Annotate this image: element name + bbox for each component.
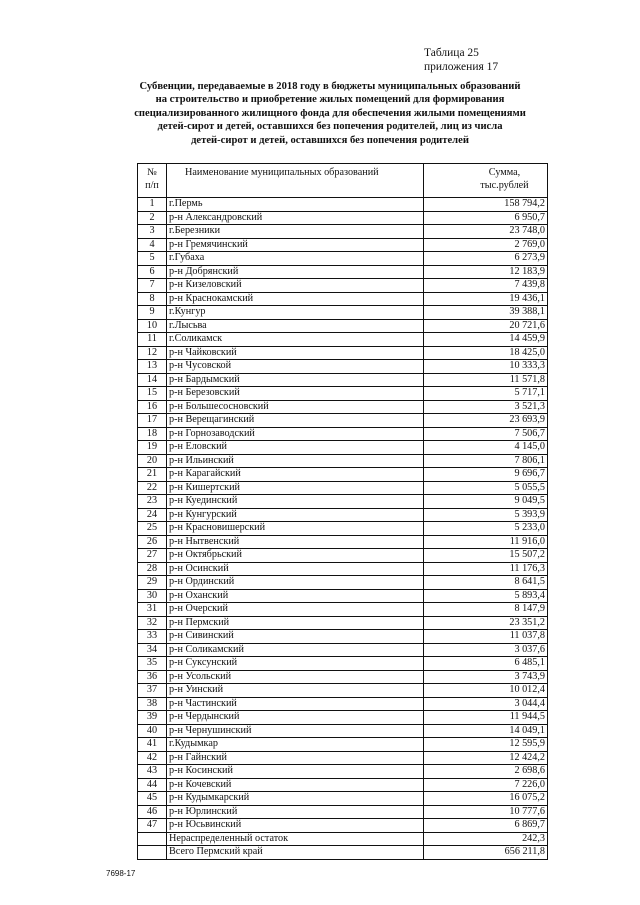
document-title bbox=[110, 80, 550, 147]
municipality-name: г.Лысьва bbox=[167, 319, 424, 333]
row-number: 41 bbox=[138, 738, 167, 752]
municipality-name: р-н Оханский bbox=[167, 589, 424, 603]
table-row bbox=[138, 711, 548, 725]
table-reference bbox=[424, 46, 498, 74]
title-line: детей-сирот и детей, оставшихся без попечения родителей, лиц из числа bbox=[157, 121, 503, 133]
amount-value: 6 869,7 bbox=[424, 819, 548, 833]
row-number: 16 bbox=[138, 400, 167, 414]
municipality-name: р-н Чердынский bbox=[167, 711, 424, 725]
amount-value: 19 436,1 bbox=[424, 292, 548, 306]
amount-value: 15 507,2 bbox=[424, 549, 548, 563]
municipality-name: р-н Еловский bbox=[167, 441, 424, 455]
table-row bbox=[138, 738, 548, 752]
amount-value: 11 916,0 bbox=[424, 535, 548, 549]
table-row bbox=[138, 832, 548, 846]
row-number: 38 bbox=[138, 697, 167, 711]
municipality-name: р-н Краснокамский bbox=[167, 292, 424, 306]
table-row bbox=[138, 427, 548, 441]
amount-value: 3 037,6 bbox=[424, 643, 548, 657]
table-row bbox=[138, 279, 548, 293]
number-header-line2: п/п bbox=[145, 179, 159, 191]
row-number: 14 bbox=[138, 373, 167, 387]
amount-value: 4 145,0 bbox=[424, 441, 548, 455]
municipality-name: р-н Бардымский bbox=[167, 373, 424, 387]
municipality-name: р-н Частинский bbox=[167, 697, 424, 711]
amount-value: 5 717,1 bbox=[424, 387, 548, 401]
table-row bbox=[138, 576, 548, 590]
row-number: 7 bbox=[138, 279, 167, 293]
table-row bbox=[138, 549, 548, 563]
table-row bbox=[138, 454, 548, 468]
municipality-name: р-н Александровский bbox=[167, 211, 424, 225]
table-row bbox=[138, 657, 548, 671]
table-row bbox=[138, 292, 548, 306]
row-number: 27 bbox=[138, 549, 167, 563]
row-number: 42 bbox=[138, 751, 167, 765]
table-row bbox=[138, 630, 548, 644]
row-number: 6 bbox=[138, 265, 167, 279]
amount-value: 7 506,7 bbox=[424, 427, 548, 441]
row-number: 22 bbox=[138, 481, 167, 495]
municipality-name: г.Кудымкар bbox=[167, 738, 424, 752]
municipality-name: р-н Усольский bbox=[167, 670, 424, 684]
municipality-name: р-н Кунгурский bbox=[167, 508, 424, 522]
row-number: 10 bbox=[138, 319, 167, 333]
amount-value: 11 176,3 bbox=[424, 562, 548, 576]
municipality-name: р-н Кизеловский bbox=[167, 279, 424, 293]
table-row bbox=[138, 805, 548, 819]
amount-value: 6 485,1 bbox=[424, 657, 548, 671]
row-number: 32 bbox=[138, 616, 167, 630]
table-row bbox=[138, 319, 548, 333]
amount-value: 10 333,3 bbox=[424, 360, 548, 374]
table-row bbox=[138, 643, 548, 657]
row-number: 8 bbox=[138, 292, 167, 306]
table-row bbox=[138, 697, 548, 711]
municipality-name: г.Пермь bbox=[167, 198, 424, 212]
row-number: 37 bbox=[138, 684, 167, 698]
amount-value: 8 147,9 bbox=[424, 603, 548, 617]
title-line: специализированного жилищного фонда для обеспечения жилыми помещениями bbox=[134, 107, 526, 119]
amount-value: 9 696,7 bbox=[424, 468, 548, 482]
row-number: 17 bbox=[138, 414, 167, 428]
row-number: 5 bbox=[138, 252, 167, 266]
row-number: 11 bbox=[138, 333, 167, 347]
table-row bbox=[138, 603, 548, 617]
amount-value: 5 055,5 bbox=[424, 481, 548, 495]
row-number: 20 bbox=[138, 454, 167, 468]
table-row bbox=[138, 306, 548, 320]
municipality-name: р-н Чернушинский bbox=[167, 724, 424, 738]
municipality-name: р-н Добрянский bbox=[167, 265, 424, 279]
row-number: 26 bbox=[138, 535, 167, 549]
table-body bbox=[138, 198, 548, 860]
table-row bbox=[138, 522, 548, 536]
table-row bbox=[138, 765, 548, 779]
amount-value: 14 049,1 bbox=[424, 724, 548, 738]
municipality-name: г.Березники bbox=[167, 225, 424, 239]
row-number: 35 bbox=[138, 657, 167, 671]
municipality-name: р-н Карагайский bbox=[167, 468, 424, 482]
table-row bbox=[138, 535, 548, 549]
municipality-name: р-н Уинский bbox=[167, 684, 424, 698]
row-number: 44 bbox=[138, 778, 167, 792]
row-number bbox=[138, 846, 167, 860]
amount-value: 18 425,0 bbox=[424, 346, 548, 360]
row-number: 9 bbox=[138, 306, 167, 320]
table-row bbox=[138, 198, 548, 212]
table-row bbox=[138, 751, 548, 765]
table-row bbox=[138, 373, 548, 387]
municipality-name: р-н Гайнский bbox=[167, 751, 424, 765]
amount-value: 158 794,2 bbox=[424, 198, 548, 212]
amount-value: 14 459,9 bbox=[424, 333, 548, 347]
municipality-name: р-н Чайковский bbox=[167, 346, 424, 360]
subsidies-table bbox=[137, 163, 548, 860]
municipality-name: р-н Суксунский bbox=[167, 657, 424, 671]
row-number: 2 bbox=[138, 211, 167, 225]
row-number: 36 bbox=[138, 670, 167, 684]
municipality-name: г.Соликамск bbox=[167, 333, 424, 347]
row-number bbox=[138, 832, 167, 846]
municipality-name: Всего Пермский край bbox=[167, 846, 424, 860]
amount-value: 242,3 bbox=[424, 832, 548, 846]
municipality-name: р-н Кишертский bbox=[167, 481, 424, 495]
row-number: 23 bbox=[138, 495, 167, 509]
number-header-line1: № bbox=[147, 167, 157, 178]
amount-value: 9 049,5 bbox=[424, 495, 548, 509]
municipality-name: р-н Октябрьский bbox=[167, 549, 424, 563]
amount-value: 11 571,8 bbox=[424, 373, 548, 387]
table-row bbox=[138, 238, 548, 252]
column-header-sum bbox=[424, 164, 548, 198]
amount-value: 11 944,5 bbox=[424, 711, 548, 725]
amount-value: 12 424,2 bbox=[424, 751, 548, 765]
row-number: 19 bbox=[138, 441, 167, 455]
row-number: 4 bbox=[138, 238, 167, 252]
municipality-name: р-н Осинский bbox=[167, 562, 424, 576]
row-number: 46 bbox=[138, 805, 167, 819]
municipality-name: р-н Березовский bbox=[167, 387, 424, 401]
row-number: 3 bbox=[138, 225, 167, 239]
document-code: 7698-17 bbox=[106, 869, 136, 878]
amount-value: 39 388,1 bbox=[424, 306, 548, 320]
row-number: 29 bbox=[138, 576, 167, 590]
table-row bbox=[138, 225, 548, 239]
row-number: 45 bbox=[138, 792, 167, 806]
column-header-number bbox=[138, 164, 167, 198]
municipality-name: р-н Кудымкарский bbox=[167, 792, 424, 806]
row-number: 1 bbox=[138, 198, 167, 212]
table-row bbox=[138, 670, 548, 684]
table-row bbox=[138, 589, 548, 603]
amount-value: 6 950,7 bbox=[424, 211, 548, 225]
sum-header-line2: тыс.рублей bbox=[480, 179, 529, 191]
municipality-name: р-н Куединский bbox=[167, 495, 424, 509]
amount-value: 2 769,0 bbox=[424, 238, 548, 252]
row-number: 31 bbox=[138, 603, 167, 617]
municipality-name: р-н Сивинский bbox=[167, 630, 424, 644]
municipality-name: р-н Чусовской bbox=[167, 360, 424, 374]
amount-value: 5 393,9 bbox=[424, 508, 548, 522]
municipality-name: р-н Нытвенский bbox=[167, 535, 424, 549]
table-row bbox=[138, 346, 548, 360]
amount-value: 7 226,0 bbox=[424, 778, 548, 792]
municipality-name: р-н Ординский bbox=[167, 576, 424, 590]
amount-value: 20 721,6 bbox=[424, 319, 548, 333]
title-line: Субвенции, передаваемые в 2018 году в бюджеты муниципальных образований bbox=[139, 81, 521, 92]
table-row bbox=[138, 360, 548, 374]
municipality-name: р-н Горнозаводский bbox=[167, 427, 424, 441]
column-header-name: Наименование муниципальных образований bbox=[167, 164, 424, 198]
amount-value: 16 075,2 bbox=[424, 792, 548, 806]
row-number: 39 bbox=[138, 711, 167, 725]
table-row bbox=[138, 684, 548, 698]
row-number: 13 bbox=[138, 360, 167, 374]
amount-value: 8 641,5 bbox=[424, 576, 548, 590]
title-line: детей-сирот и детей, оставшихся без попечения родителей bbox=[191, 134, 469, 146]
row-number: 21 bbox=[138, 468, 167, 482]
amount-value: 2 698,6 bbox=[424, 765, 548, 779]
municipality-name: р-н Пермский bbox=[167, 616, 424, 630]
table-row bbox=[138, 211, 548, 225]
amount-value: 3 044,4 bbox=[424, 697, 548, 711]
table-row bbox=[138, 481, 548, 495]
municipality-name: р-н Юрлинский bbox=[167, 805, 424, 819]
table-row bbox=[138, 441, 548, 455]
amount-value: 7 439,8 bbox=[424, 279, 548, 293]
row-number: 28 bbox=[138, 562, 167, 576]
row-number: 30 bbox=[138, 589, 167, 603]
row-number: 25 bbox=[138, 522, 167, 536]
amount-value: 5 893,4 bbox=[424, 589, 548, 603]
municipality-name: г.Кунгур bbox=[167, 306, 424, 320]
amount-value: 6 273,9 bbox=[424, 252, 548, 266]
table-row bbox=[138, 724, 548, 738]
table-header-row bbox=[138, 164, 548, 198]
municipality-name: р-н Косинский bbox=[167, 765, 424, 779]
table-row bbox=[138, 265, 548, 279]
amount-value: 7 806,1 bbox=[424, 454, 548, 468]
appendix-number: приложения 17 bbox=[424, 61, 499, 73]
row-number: 34 bbox=[138, 643, 167, 657]
table-row bbox=[138, 562, 548, 576]
row-number: 15 bbox=[138, 387, 167, 401]
municipality-name: р-н Гремячинский bbox=[167, 238, 424, 252]
municipality-name: г.Губаха bbox=[167, 252, 424, 266]
table-row bbox=[138, 333, 548, 347]
table-row bbox=[138, 387, 548, 401]
table-row bbox=[138, 495, 548, 509]
municipality-name: Нераспределенный остаток bbox=[167, 832, 424, 846]
municipality-name: р-н Кочевский bbox=[167, 778, 424, 792]
row-number: 33 bbox=[138, 630, 167, 644]
municipality-name: р-н Красновишерский bbox=[167, 522, 424, 536]
row-number: 12 bbox=[138, 346, 167, 360]
row-number: 40 bbox=[138, 724, 167, 738]
row-number: 47 bbox=[138, 819, 167, 833]
row-number: 24 bbox=[138, 508, 167, 522]
amount-value: 5 233,0 bbox=[424, 522, 548, 536]
amount-value: 3 743,9 bbox=[424, 670, 548, 684]
table-row bbox=[138, 819, 548, 833]
sum-header-line1: Сумма, bbox=[488, 167, 521, 178]
amount-value: 656 211,8 bbox=[424, 846, 548, 860]
municipality-name: р-н Юсьвинский bbox=[167, 819, 424, 833]
amount-value: 12 183,9 bbox=[424, 265, 548, 279]
table-row bbox=[138, 616, 548, 630]
table-row bbox=[138, 414, 548, 428]
municipality-name: р-н Верещагинский bbox=[167, 414, 424, 428]
municipality-name: р-н Очерский bbox=[167, 603, 424, 617]
amount-value: 23 351,2 bbox=[424, 616, 548, 630]
municipality-name: р-н Большесосновский bbox=[167, 400, 424, 414]
row-number: 18 bbox=[138, 427, 167, 441]
table-row bbox=[138, 252, 548, 266]
table-row bbox=[138, 792, 548, 806]
table-row bbox=[138, 508, 548, 522]
table-row bbox=[138, 778, 548, 792]
table-number: Таблица 25 bbox=[424, 47, 479, 59]
amount-value: 10 012,4 bbox=[424, 684, 548, 698]
amount-value: 3 521,3 bbox=[424, 400, 548, 414]
amount-value: 23 748,0 bbox=[424, 225, 548, 239]
amount-value: 11 037,8 bbox=[424, 630, 548, 644]
title-line: на строительство и приобретение жилых помещений для формирования bbox=[155, 94, 505, 106]
municipality-name: р-н Соликамский bbox=[167, 643, 424, 657]
table-row bbox=[138, 468, 548, 482]
municipality-name: р-н Ильинский bbox=[167, 454, 424, 468]
row-number: 43 bbox=[138, 765, 167, 779]
amount-value: 23 693,9 bbox=[424, 414, 548, 428]
amount-value: 12 595,9 bbox=[424, 738, 548, 752]
table-row bbox=[138, 400, 548, 414]
table-row bbox=[138, 846, 548, 860]
amount-value: 10 777,6 bbox=[424, 805, 548, 819]
